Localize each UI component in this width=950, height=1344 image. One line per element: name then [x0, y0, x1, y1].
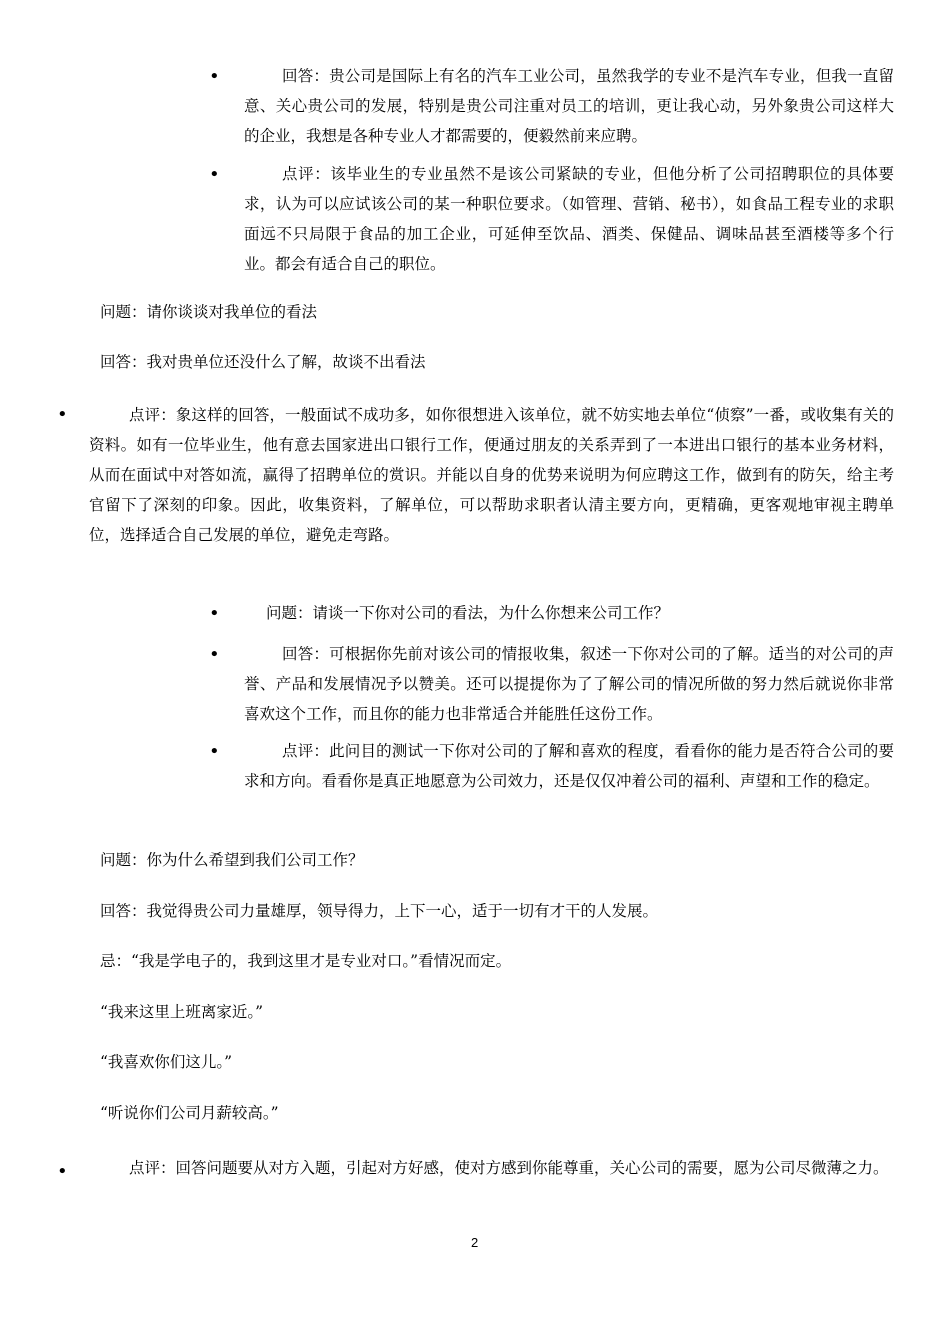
quote-line: “我来这里上班离家近。” [100, 1003, 264, 1021]
bullet-marker: • [57, 404, 68, 425]
avoid-line: 忌：“我是学电子的，我到这里才是专业对口。”看情况而定。 [100, 952, 512, 970]
bullet-marker: • [209, 164, 220, 185]
bullet-marker: • [209, 741, 220, 762]
quote-line: “听说你们公司月薪较高。” [100, 1104, 279, 1122]
answer-line: 回答：我觉得贵公司力量雄厚，领导得力，上下一心，适于一切有才干的人发展。 [100, 902, 659, 920]
bullet-paragraph: 点评：此问目的测试一下你对公司的了解和喜欢的程度，看看你的能力是否符合公司的要求和方向。看看你是真正地愿意为公司效力，还是仅仅冲着公司的福利、声望和工作的稳定。 [244, 742, 894, 790]
bullet-marker: • [209, 603, 220, 624]
bullet-paragraph: 回答：可根据你先前对该公司的情报收集，叙述一下你对公司的了解。适当的对公司的声誉、产品和发展情况予以赞美。还可以提提你为了了解公司的情况所做的努力然后就说你非常喜欢这个工作，而且你的能力也非常适合并能胜任这份工作。 [244, 645, 894, 723]
bullet-paragraph: 回答：贵公司是国际上有名的汽车工业公司，虽然我学的专业不是汽车专业，但我一直留意、关心贵公司的发展，特别是贵公司注重对员工的培训，更让我心动，另外象贵公司这样大的企业，我想是各种专业人才都需要的，便毅然前来应聘。 [244, 67, 894, 145]
bullet-marker: • [209, 66, 220, 87]
bullet-paragraph: 点评：回答问题要从对方入题，引起对方好感，使对方感到你能尊重，关心公司的需要，愿为公司尽微薄之力。 [129, 1159, 889, 1177]
bullet-marker: • [57, 1161, 68, 1182]
question-line: 问题：请你谈谈对我单位的看法 [100, 303, 318, 321]
bullet-paragraph: 问题：请谈一下你对公司的看法，为什么你想来公司工作？ [266, 604, 670, 622]
bullet-paragraph: 点评：象这样的回答，一般面试不成功多，如你很想进入该单位，就不妨实地去单位“侦察”一番，或收集有关的资料。如有一位毕业生，他有意去国家进出口银行工作，便通过朋友的关系弄到了一本进出口银行的基本业务材料，从而在面试中对答如流，赢得了招聘单位的赏识。并能以自身的优势来说明为何应聘这工作，做到有的防矢，给主考官留下了深刻的印象。因此，收集资料，了解单位，可以帮助求职者认清主要方向，更精确，更客观地审视主聘单位，选择适合自己发展的单位，避免走弯路。 [89, 406, 894, 544]
page-number: 2 [471, 1235, 479, 1250]
quote-line: “我喜欢你们这儿。” [100, 1053, 233, 1071]
bullet-paragraph: 点评：该毕业生的专业虽然不是该公司紧缺的专业，但他分析了公司招聘职位的具体要求，认为可以应试该公司的某一种职位要求。（如管理、营销、秘书），如食品工程专业的求职面远不只局限于食品的加工企业，可延伸至饮品、酒类、保健品、调味品甚至酒楼等多个行业。都会有适合自己的职位。 [244, 165, 894, 273]
question-line: 问题：你为什么希望到我们公司工作？ [100, 851, 364, 869]
answer-line: 回答：我对贵单位还没什么了解，故谈不出看法 [100, 353, 426, 371]
bullet-marker: • [209, 644, 220, 665]
